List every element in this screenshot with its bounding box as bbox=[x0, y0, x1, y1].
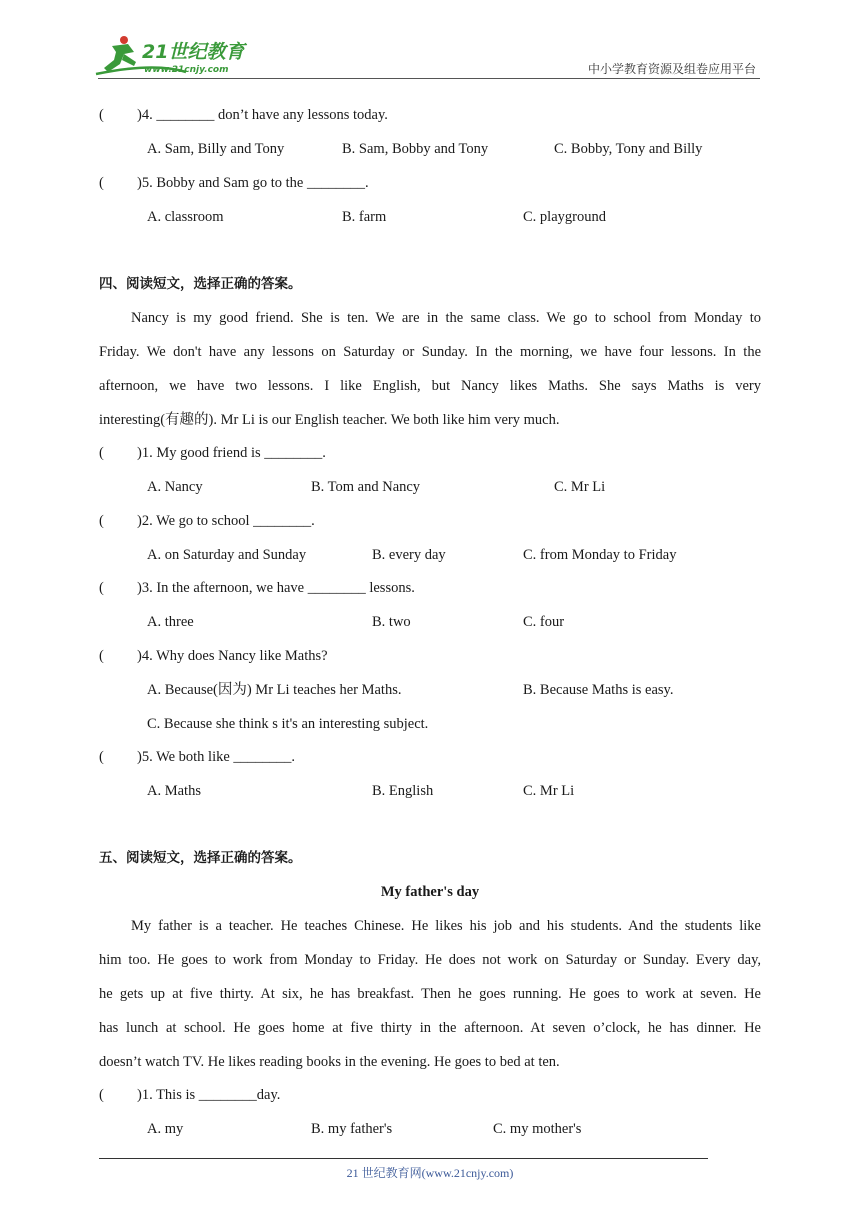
option-b: B. two bbox=[372, 614, 411, 630]
passage-line: Nancy is my good friend. She is ten. We are in the same class. We go to school from Monday to bbox=[131, 310, 761, 326]
option-b: B. every day bbox=[372, 547, 446, 563]
passage-line: doesn’t watch TV. He likes reading books in the evening. He goes to bed at ten. bbox=[99, 1054, 560, 1070]
option-c: C. Mr Li bbox=[523, 783, 575, 799]
answer-paren: ( bbox=[99, 513, 104, 529]
answer-paren: ( bbox=[99, 175, 104, 191]
option-b: B. farm bbox=[342, 209, 387, 225]
option-c: C. Mr Li bbox=[554, 479, 606, 495]
reading-passage bbox=[99, 909, 761, 1079]
option-a: A. on Saturday and Sunday bbox=[147, 547, 307, 563]
logo-21cnjy bbox=[94, 32, 264, 78]
logo-url: www.21cnjy.com bbox=[144, 65, 229, 75]
footer-divider bbox=[99, 1158, 708, 1159]
answer-paren: ( bbox=[99, 445, 104, 461]
passage-line: interesting(有趣的). Mr Li is our English teacher. We both like him very much. bbox=[99, 412, 560, 428]
question-text: )2. We go to school ________. bbox=[137, 513, 315, 529]
option-a: A. classroom bbox=[147, 209, 224, 225]
option-a: A. Nancy bbox=[147, 479, 203, 495]
question-text: )3. In the afternoon, we have ________ lessons. bbox=[137, 580, 415, 596]
option-c: C. Bobby, Tony and Billy bbox=[554, 141, 703, 157]
question-text: )4. ________ don’t have any lessons today. bbox=[137, 107, 388, 123]
answer-paren: ( bbox=[99, 107, 104, 123]
answer-paren: ( bbox=[99, 580, 104, 596]
passage-line: My father is a teacher. He teaches Chinese. He likes his job and his students. And the students like bbox=[131, 918, 761, 934]
option-c: C. from Monday to Friday bbox=[523, 547, 677, 563]
platform-name: 中小学教育资源及组卷应用平台 bbox=[587, 62, 756, 76]
passage-line: has lunch at school. He goes home at five thirty in the afternoon. At seven o’clock, he has dinner. He bbox=[99, 1020, 761, 1036]
logo-text: 21世纪教育 bbox=[142, 41, 245, 63]
option-b: B. Sam, Bobby and Tony bbox=[342, 141, 489, 157]
section-heading: 四、阅读短文，选择正确的答案。 bbox=[99, 276, 302, 292]
option-a: A. Because(因为) Mr Li teaches her Maths. bbox=[147, 682, 402, 698]
answer-paren: ( bbox=[99, 648, 104, 664]
option-c: C. my mother's bbox=[493, 1121, 582, 1137]
option-b: B. English bbox=[372, 783, 434, 799]
option-c: C. Because she think s it's an interesting subject. bbox=[147, 716, 429, 732]
option-b: B. Because Maths is easy. bbox=[523, 682, 674, 698]
question-text: )5. Bobby and Sam go to the ________. bbox=[137, 175, 369, 191]
option-a: A. three bbox=[147, 614, 194, 630]
question-text: )1. This is ________day. bbox=[137, 1087, 281, 1103]
option-b: B. Tom and Nancy bbox=[311, 479, 421, 495]
option-a: A. my bbox=[147, 1121, 184, 1137]
passage-line: afternoon, we have two lessons. I like English, but Nancy likes Maths. She says Maths is very bbox=[99, 378, 761, 394]
passage-line: him too. He goes to work from Monday to Friday. He does not work on Saturday or Sunday. Every day, bbox=[99, 952, 761, 968]
passage-line: he gets up at five thirty. At six, he has breakfast. Then he goes running. He goes to work at seven. He bbox=[99, 986, 761, 1002]
reading-passage bbox=[99, 301, 761, 437]
option-a: A. Maths bbox=[147, 783, 201, 799]
question-text: )1. My good friend is ________. bbox=[137, 445, 326, 461]
question-text: )4. Why does Nancy like Maths? bbox=[137, 648, 328, 664]
option-a: A. Sam, Billy and Tony bbox=[147, 141, 285, 157]
question-text: )5. We both like ________. bbox=[137, 749, 296, 765]
passage-title: My father's day bbox=[380, 884, 480, 900]
page-header bbox=[0, 0, 860, 82]
section-heading: 五、阅读短文，选择正确的答案。 bbox=[99, 850, 302, 866]
header-divider bbox=[98, 78, 760, 79]
passage-line: Friday. We don't have any lessons on Saturday or Sunday. In the morning, we have four lessons. In the bbox=[99, 344, 761, 360]
option-b: B. my father's bbox=[311, 1121, 393, 1137]
answer-paren: ( bbox=[99, 1087, 104, 1103]
option-c: C. playground bbox=[523, 209, 606, 225]
footer-link[interactable]: 21 世纪教育网(www.21cnjy.com) bbox=[346, 1166, 514, 1180]
answer-paren: ( bbox=[99, 749, 104, 765]
option-c: C. four bbox=[523, 614, 565, 630]
